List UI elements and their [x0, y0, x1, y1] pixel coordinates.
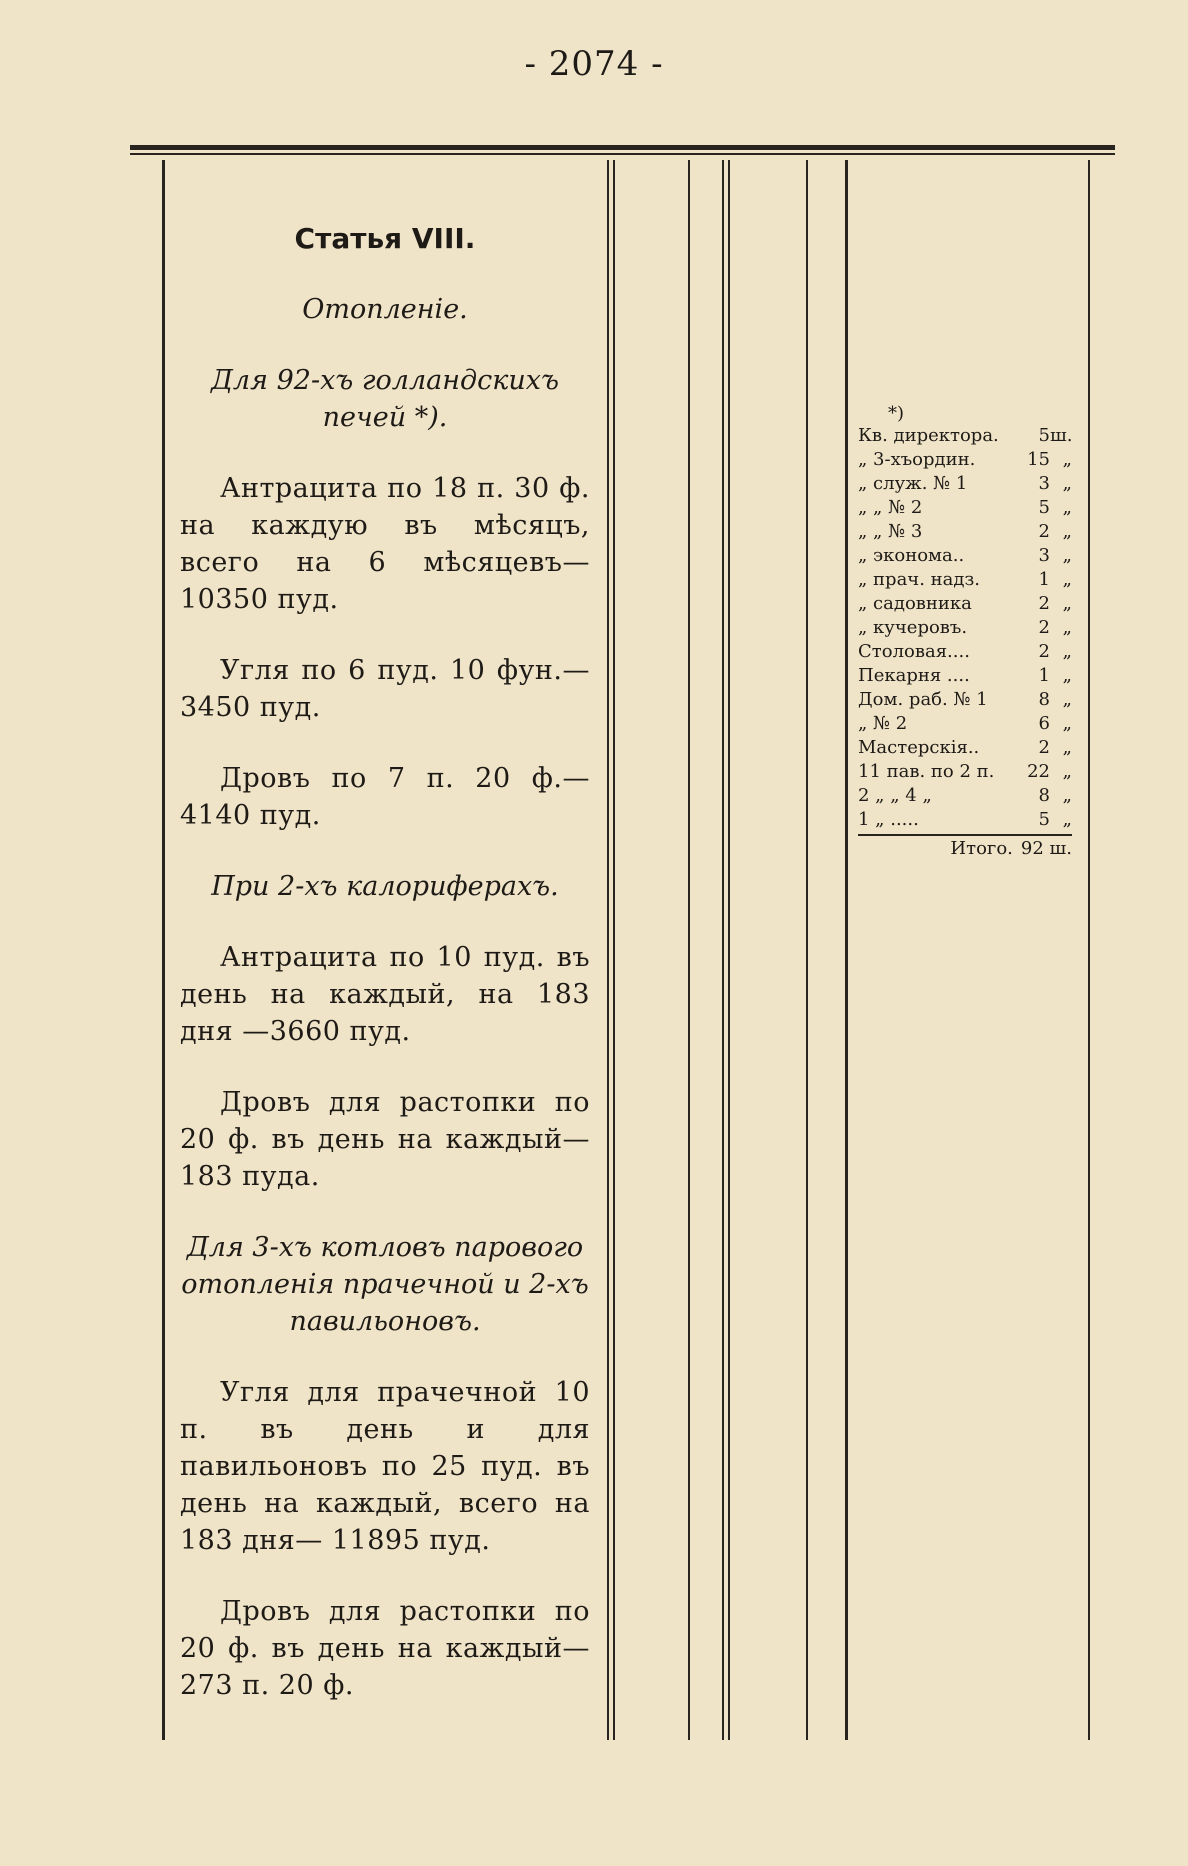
- footnote-row-unit: „: [1062, 641, 1072, 662]
- footnote-row-label: „ 3-хъордин.: [858, 449, 976, 470]
- column-rule: [722, 160, 724, 1740]
- footnote-row-label: Мастерскія..: [858, 737, 980, 758]
- footnote-row-unit: ш.: [1050, 425, 1073, 446]
- top-rule: [130, 145, 1115, 150]
- column-rule: [845, 160, 848, 1740]
- footnote-row: [858, 472, 1072, 496]
- column-rule: [613, 160, 615, 1740]
- footnote-row-label: „ „ № 2: [858, 497, 923, 518]
- section-title: Для 92-хъ голландскихъ печей *).: [210, 365, 560, 433]
- section-title: При 2-хъ калориферахъ.: [211, 871, 559, 902]
- footnote-row-unit: „: [1062, 785, 1072, 806]
- footnote-row-label: „ эконома..: [858, 545, 965, 566]
- footnote-row-count: 8: [1038, 689, 1050, 710]
- footnote-rows: [858, 424, 1072, 832]
- footnote-row-unit: „: [1062, 713, 1072, 734]
- paragraph: Антрацита по 10 пуд. въ день на каждый, на 183 дня —3660 пуд.: [180, 942, 590, 1047]
- article-column: [180, 220, 590, 1738]
- footnote-row-label: „ „ № 3: [858, 521, 923, 542]
- footnote-row: [858, 712, 1072, 736]
- footnote-row-label: Столовая....: [858, 641, 970, 662]
- article-heading: Статья VIII.: [294, 222, 476, 255]
- footnote-row-label: „ прач. надз.: [858, 569, 980, 590]
- paragraph: Дровъ по 7 п. 20 ф.— 4140 пуд.: [180, 763, 590, 831]
- paragraph: Дровъ для растопки по 20 ф. въ день на каждый— 183 пуда.: [180, 1087, 590, 1192]
- footnote-row-unit: „: [1062, 689, 1072, 710]
- footnote-row-count: 1: [1038, 569, 1050, 590]
- footnote-row: [858, 736, 1072, 760]
- footnote-total-label: Итого.: [950, 838, 1013, 859]
- footnote-row-count: 5: [1038, 497, 1050, 518]
- footnote-row-count: 2: [1038, 617, 1050, 638]
- footnote-row-count: 8: [1038, 785, 1050, 806]
- footnote-total-value: 92 ш.: [1020, 838, 1072, 859]
- footnote-row-count: 2: [1038, 641, 1050, 662]
- column-rule: [1088, 160, 1090, 1740]
- column-rule: [162, 160, 165, 1740]
- footnote-row-unit: „: [1062, 521, 1072, 542]
- footnote-row: [858, 544, 1072, 568]
- footnote-row: [858, 592, 1072, 616]
- footnote-row-count: 2: [1038, 737, 1050, 758]
- footnote-row-count: 1: [1038, 665, 1050, 686]
- footnote-row-count: 22: [1027, 761, 1050, 782]
- footnote-row-count: 5: [1038, 425, 1050, 446]
- footnote-row-unit: „: [1062, 593, 1072, 614]
- column-rule: [806, 160, 808, 1740]
- top-rule-thin: [130, 153, 1115, 155]
- footnote-row-unit: „: [1062, 497, 1072, 518]
- footnote-row: [858, 616, 1072, 640]
- footnote-row-unit: „: [1062, 473, 1072, 494]
- column-rule: [688, 160, 690, 1740]
- footnote-row: [858, 424, 1072, 448]
- paragraph: Угля для прачечной 10 п. въ день и для павильоновъ по 25 пуд. въ день на каждый, всего на 183 дня— 11895 пуд.: [180, 1377, 590, 1556]
- footnote-row-label: „ кучеровъ.: [858, 617, 968, 638]
- footnote-row-label: „ служ. № 1: [858, 473, 968, 494]
- footnote-row-count: 2: [1038, 521, 1050, 542]
- footnote-row-label: 2 „ „ 4 „: [858, 785, 932, 806]
- footnote-row: [858, 448, 1072, 472]
- footnote-row-label: Кв. директора.: [858, 425, 999, 446]
- footnote-row-unit: „: [1062, 761, 1072, 782]
- footnote-row-unit: „: [1062, 617, 1072, 638]
- footnote-row-unit: „: [1062, 809, 1072, 830]
- footnote-row: [858, 568, 1072, 592]
- column-rule: [607, 160, 609, 1740]
- footnote-row-count: 6: [1038, 713, 1050, 734]
- footnote-row-count: 5: [1038, 809, 1050, 830]
- footnote-mark: *): [888, 403, 905, 424]
- paragraph: Дровъ для растопки по 20 ф. въ день на каждый— 273 п. 20 ф.: [180, 1596, 590, 1701]
- footnote-row-label: „ садовника: [858, 593, 972, 614]
- footnote-row-count: 3: [1038, 545, 1050, 566]
- footnote-row-label: 1 „ .....: [858, 809, 919, 830]
- footnote-row-count: 3: [1038, 473, 1050, 494]
- footnote-row: [858, 688, 1072, 712]
- footnote-row: [858, 496, 1072, 520]
- footnote-row-unit: „: [1062, 569, 1072, 590]
- footnote-row: [858, 640, 1072, 664]
- page-number: - 2074 -: [524, 44, 664, 84]
- footnote-row-unit: „: [1062, 737, 1072, 758]
- footnote-row-unit: „: [1062, 449, 1072, 470]
- footnote-row-label: Пекарня ....: [858, 665, 970, 686]
- footnote-total: [858, 834, 1072, 861]
- footnote-row-unit: „: [1062, 665, 1072, 686]
- footnote-row: [858, 664, 1072, 688]
- footnote-row-unit: „: [1062, 545, 1072, 566]
- footnote-row-label: 11 пав. по 2 п.: [858, 761, 995, 782]
- footnote-row-count: 2: [1038, 593, 1050, 614]
- article-subheading: Отопленіе.: [302, 294, 468, 325]
- footnote-stove-list: [858, 404, 1072, 861]
- footnote-row: [858, 808, 1072, 832]
- footnote-row: [858, 784, 1072, 808]
- paragraph: Антрацита по 18 п. 30 ф. на каждую въ мѣсяцъ, всего на 6 мѣсяцевъ—10350 пуд.: [180, 473, 590, 615]
- footnote-row: [858, 520, 1072, 544]
- footnote-row: [858, 760, 1072, 784]
- paragraph: Угля по 6 пуд. 10 фун.— 3450 пуд.: [180, 655, 590, 723]
- footnote-row-label: „ № 2: [858, 713, 908, 734]
- footnote-row-label: Дом. раб. № 1: [858, 689, 988, 710]
- section-title: Для 3-хъ котловъ парового отопленія прачечной и 2-хъ павильоновъ.: [181, 1232, 589, 1337]
- column-rule: [728, 160, 730, 1740]
- footnote-row-count: 15: [1027, 449, 1050, 470]
